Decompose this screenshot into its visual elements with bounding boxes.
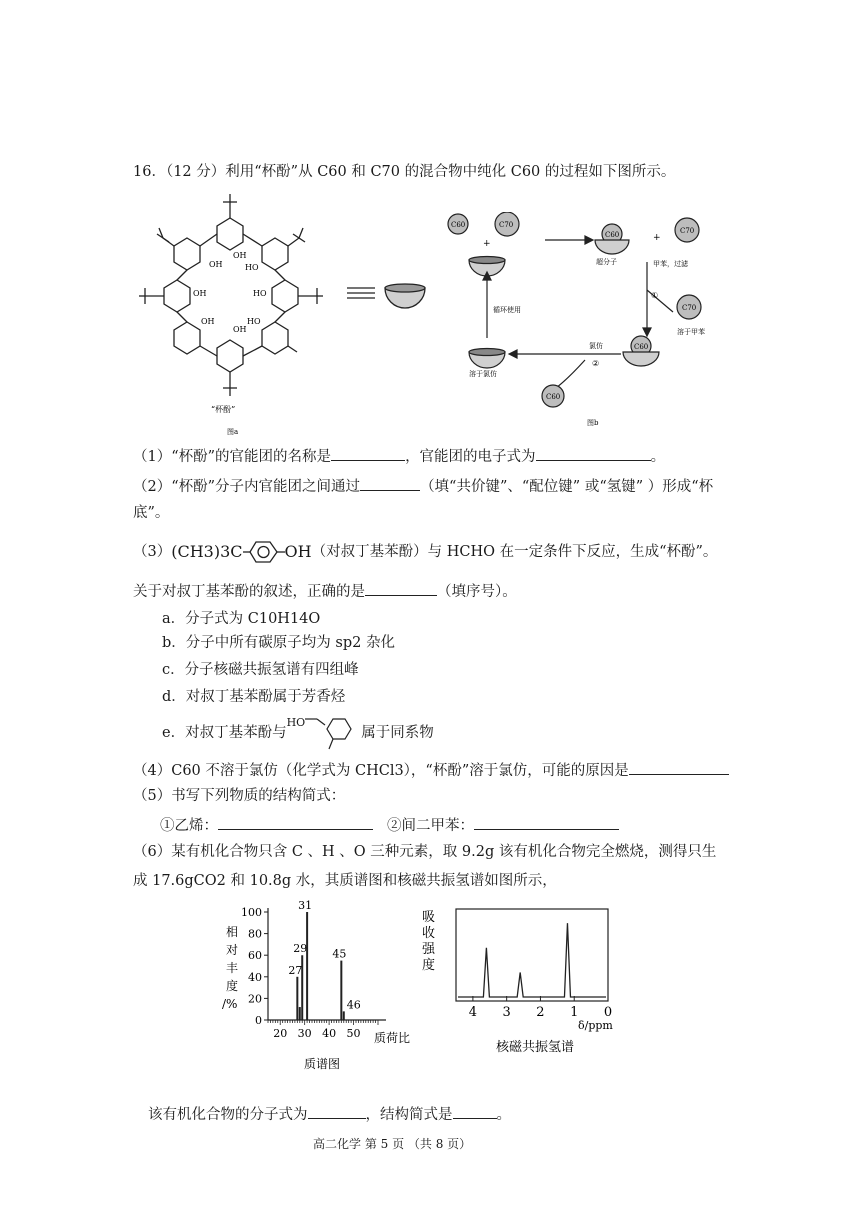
q5-items bbox=[160, 815, 619, 835]
oh-label-1: OH bbox=[209, 260, 223, 269]
oh-label-3: OH bbox=[193, 289, 207, 298]
toluene-filter-label: 甲苯，过滤 bbox=[653, 260, 688, 268]
ms-peak-label: 29 bbox=[293, 942, 308, 956]
q1-text-b: ，官能团的电子式为 bbox=[405, 449, 536, 465]
oh-label-4: OH bbox=[201, 317, 215, 326]
q6-text-a: （6）某有机化合物只含 C 、H 、O 三种元素，取 9.2g 该有机化合物完全燃烧，测得只生 bbox=[133, 844, 717, 860]
q3-text-c: （填序号）。 bbox=[437, 584, 517, 600]
q1-answer-blank-2[interactable] bbox=[536, 446, 651, 461]
ms-peak-label: 31 bbox=[298, 899, 313, 912]
ms-ylabel bbox=[222, 924, 238, 1011]
question-3 bbox=[133, 539, 717, 565]
ms-y-tick-label: 60 bbox=[248, 949, 262, 963]
q1-text-a: （1）“杯酚”的官能团的名称是 bbox=[133, 449, 332, 465]
question-number: 16 bbox=[133, 164, 152, 180]
dissolve-toluene-label: 溶于甲苯 bbox=[677, 328, 705, 336]
ms-ylabel-unit: /% bbox=[222, 997, 238, 1011]
q6-answer-blank-1[interactable] bbox=[308, 1104, 366, 1119]
ms-x-tick-label: 20 bbox=[273, 1027, 288, 1040]
recycle-label: 循环使用 bbox=[493, 306, 521, 314]
oh-label-5: OH bbox=[233, 325, 247, 334]
ms-y-tick-label: 0 bbox=[255, 1014, 262, 1027]
ms-y-tick-label: 80 bbox=[248, 927, 262, 941]
c60-label-2: C60 bbox=[605, 231, 620, 239]
benzyl-alcohol-structure-icon bbox=[305, 713, 361, 753]
c70-label-1: C70 bbox=[499, 221, 514, 229]
q3-option-e bbox=[162, 713, 434, 753]
plus-sign-1: + bbox=[483, 239, 491, 249]
q3-option-b: b．分子中所有碳原子均为 sp2 杂化 bbox=[162, 635, 395, 651]
step-2-label: ② bbox=[592, 359, 600, 368]
ms-ylabel-char: 对 bbox=[226, 943, 239, 957]
q6-text-b: 成 17.6gCO2 和 10.8g 水，其质谱图和核磁共振氢谱如图所示， bbox=[133, 873, 557, 889]
q2-text-c: 底”。 bbox=[133, 505, 170, 521]
question-1 bbox=[133, 446, 665, 466]
question-intro: 利用“杯酚”从 C60 和 C70 的混合物中纯化 C60 的过程如下图所示。 bbox=[225, 164, 676, 180]
ho-label-3: HO bbox=[247, 317, 261, 326]
nmr-ylabel-char: 度 bbox=[422, 958, 436, 973]
q3-formula-right: OH bbox=[284, 542, 312, 561]
nmr-ylabel-char: 强 bbox=[422, 942, 436, 957]
q5-answer-blank-2[interactable] bbox=[474, 815, 619, 830]
c70-label-2: C70 bbox=[680, 227, 695, 235]
q4-text: （4）C60 不溶于氯仿（化学式为 CHCl3），“杯酚”溶于氯仿，可能的原因是 bbox=[133, 763, 629, 779]
q2-answer-blank[interactable] bbox=[360, 476, 420, 491]
ms-x-tick-label: 30 bbox=[297, 1027, 312, 1040]
nmr-x-tick-label: 1 bbox=[570, 1005, 579, 1020]
c60-label-1: C60 bbox=[451, 221, 466, 229]
nmr-x-tick-label: 3 bbox=[502, 1005, 511, 1020]
nmr-xlabel: δ/ppm bbox=[578, 1019, 613, 1032]
ms-ylabel-char: 相 bbox=[226, 925, 239, 939]
ms-title: 质谱图 bbox=[304, 1057, 341, 1071]
ms-x-tick-label: 40 bbox=[322, 1027, 337, 1040]
ho-label-2: HO bbox=[253, 289, 267, 298]
chloroform-label: 氯仿 bbox=[589, 342, 603, 350]
q3-option-e-text: e．对叔丁基苯酚与 bbox=[162, 725, 287, 741]
q3-answer-blank[interactable] bbox=[365, 581, 437, 596]
q5-answer-blank-1[interactable] bbox=[218, 815, 373, 830]
q2-text-b: （填“共价键”、“配位键” 或“氢键” ）形成“杯 bbox=[420, 479, 714, 495]
ho-label-1: HO bbox=[245, 263, 259, 272]
q3-label: （3） bbox=[133, 544, 172, 560]
figure-b-label: 图b bbox=[587, 419, 599, 427]
ms-peak-label: 27 bbox=[288, 963, 303, 977]
q2-text-a: （2）“杯酚”分子内官能团之间通过 bbox=[133, 479, 361, 495]
nmr-x-tick-label: 0 bbox=[603, 1005, 613, 1020]
ms-x-tick-label: 50 bbox=[346, 1027, 361, 1040]
supramolecule-label: 超分子 bbox=[596, 258, 617, 266]
mass-spectrum-chart bbox=[186, 898, 411, 1073]
c60-label-3: C60 bbox=[634, 343, 649, 351]
ms-y-tick-label: 100 bbox=[241, 906, 262, 919]
q4-answer-blank[interactable] bbox=[629, 760, 729, 775]
nmr-title: 核磁共振氢谱 bbox=[496, 1040, 575, 1055]
c70-label-3: C70 bbox=[682, 304, 697, 312]
ms-ylabel-char: 丰 bbox=[226, 961, 239, 975]
q6-final-line bbox=[148, 1104, 511, 1124]
ms-y-tick-label: 40 bbox=[248, 970, 262, 984]
q5-item-2: ②间二甲苯： bbox=[387, 818, 474, 834]
plus-sign-2: + bbox=[653, 233, 661, 243]
q3-option-e-tail: 属于同系物 bbox=[361, 725, 434, 741]
ms-peak-label: 45 bbox=[332, 947, 347, 961]
nmr-ylabel-char: 收 bbox=[422, 926, 436, 941]
q5-item-1: ①乙烯： bbox=[160, 818, 218, 834]
step-1-label: ① bbox=[651, 291, 659, 300]
ms-ylabel-char: 度 bbox=[226, 979, 239, 993]
question-score: （12 分） bbox=[165, 164, 226, 180]
c60-label-4: C60 bbox=[546, 393, 561, 401]
calixarene-caption: “杯酚” bbox=[211, 405, 236, 414]
nmr-frame-rect bbox=[456, 909, 608, 1001]
q3-option-c: c．分子核磁共振氢谱有四组峰 bbox=[162, 662, 359, 678]
ms-y-tick-label: 20 bbox=[248, 992, 262, 1006]
question-4 bbox=[133, 760, 729, 780]
q6-final-c: 。 bbox=[496, 1107, 511, 1123]
q3-formula-left: (CH3)3C bbox=[171, 542, 243, 561]
q1-text-c: 。 bbox=[650, 449, 666, 465]
nmr-x-tick-label: 4 bbox=[468, 1005, 478, 1020]
q3-option-d: d．对叔丁基苯酚属于芳香烃 bbox=[162, 689, 346, 705]
q3-text-b: 关于对叔丁基苯酚的叙述，正确的是 bbox=[133, 584, 365, 600]
figure-a-label: 图a bbox=[227, 428, 239, 436]
figure-b-process bbox=[435, 212, 725, 430]
nmr-ylabel-char: 吸 bbox=[422, 910, 436, 925]
ms-peak-label: 46 bbox=[346, 998, 361, 1012]
question-2 bbox=[133, 476, 713, 496]
q3-option-e-ho: HO bbox=[286, 716, 306, 729]
page-footer: 高二化学 第 5 页 （共 8 页） bbox=[313, 1137, 472, 1151]
q3-question-line bbox=[133, 581, 517, 601]
q6-answer-blank-2[interactable] bbox=[453, 1104, 497, 1119]
ms-xlabel: 质荷比 bbox=[374, 1031, 411, 1045]
q5-text: （5）书写下列物质的结构简式： bbox=[133, 788, 346, 804]
oh-label-2: OH bbox=[233, 251, 247, 260]
q1-answer-blank-1[interactable] bbox=[331, 446, 405, 461]
nmr-x-tick-label: 2 bbox=[536, 1005, 545, 1020]
q3-text-a: （对叔丁基苯酚）与 HCHO 在一定条件下反应，生成“杯酚”。 bbox=[311, 544, 718, 560]
nmr-spectrum-line bbox=[458, 923, 606, 997]
benzene-ring-icon bbox=[243, 539, 285, 565]
q6-final-b: ，结构简式是 bbox=[365, 1107, 453, 1123]
question-header: 16．（12 分）利用“杯酚”从 C60 和 C70 的混合物中纯化 C60 的过程如下图所示。 bbox=[133, 164, 676, 180]
figure-a-calixarene bbox=[135, 190, 435, 440]
dissolve-chloroform-label: 溶于氯仿 bbox=[469, 370, 497, 378]
q3-option-a: a．分子式为 C10H14O bbox=[162, 611, 321, 627]
nmr-spectrum-chart bbox=[418, 905, 618, 1055]
q6-final-a: 该有机化合物的分子式为 bbox=[148, 1107, 308, 1123]
nmr-ylabel bbox=[422, 910, 436, 973]
